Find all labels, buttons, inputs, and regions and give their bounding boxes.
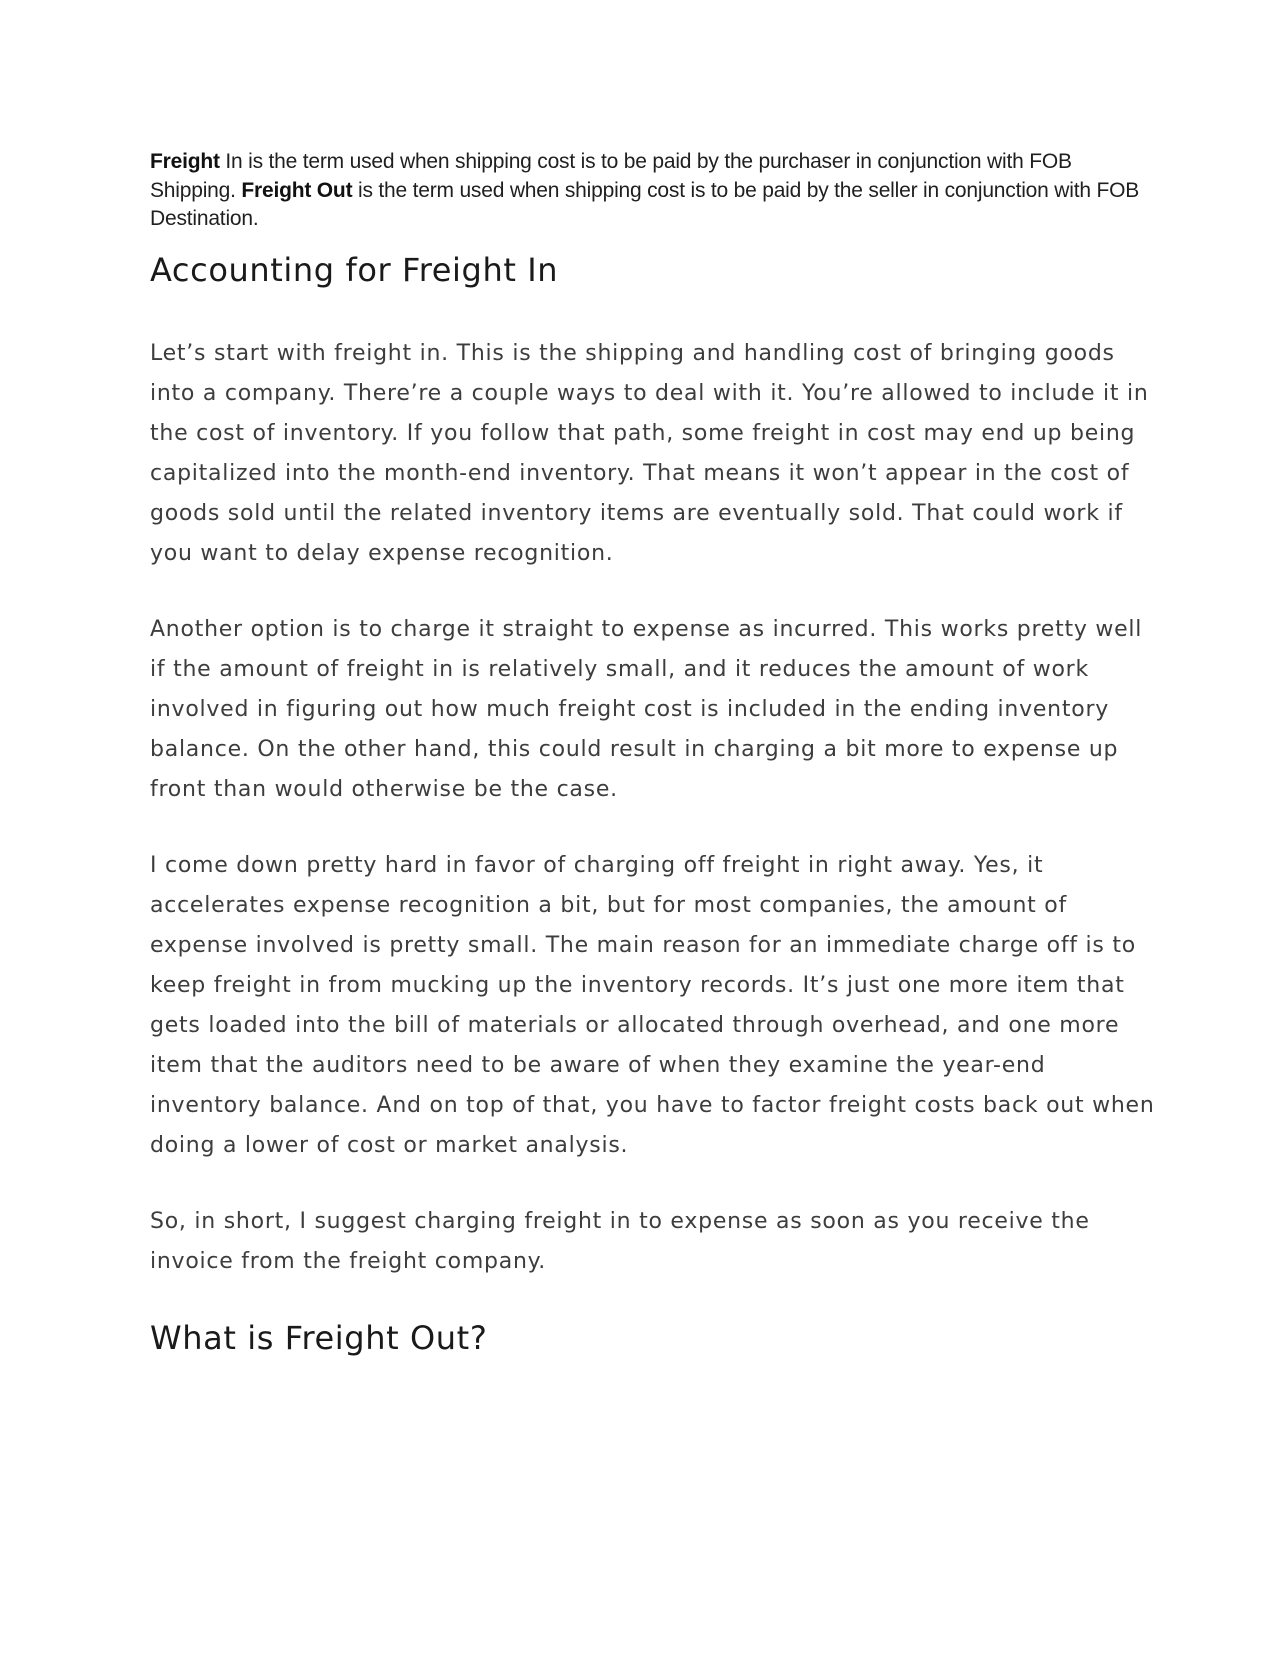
intro-text-2: is the term used when shipping cost is to be paid by the seller in conjunction with FOB Destination. xyxy=(150,178,1140,230)
term-freight-in: Freight xyxy=(150,150,220,173)
paragraph-charge-to-expense: Another option is to charge it straight to expense as incurred. This works pretty well if the amount of freight in is relatively small, and it reduces the amount of work involved in figuring out how much freight cost is included in the ending inventory balance. On the other hand, this could result in charging a bit more to expense up front than would otherwise be the case. xyxy=(150,616,1143,802)
paragraph-recommendation: I come down pretty hard in favor of charging off freight in right away. Yes, it accelerates expense recognition a bit, but for most companies, the amount of expense involved is pretty small. The main reason for an immediate charge off is to keep freight in from mucking up the inventory records. It’s just one more item that gets loaded into the bill of materials or allocated through overhead, and one more item that the auditors need to be aware of when they examine the year-end inventory balance. And on top of that, you have to factor freight costs back out when doing a lower of cost or market analysis. xyxy=(150,852,1155,1158)
heading-what-is-freight-out: What is Freight Out? xyxy=(150,1318,488,1357)
paragraph-freight-in-options: Let’s start with freight in. This is the shipping and handling cost of bringing goods into a company. There’re a couple ways to deal with it. You’re allowed to include it in the cost of inventory. If you follow that path, some freight in cost may end up being capitalized into the month-end inventory. That means it won’t appear in the cost of goods sold until the related inventory items are eventually sold. That could work if you want to delay expense recognition. xyxy=(150,340,1149,566)
document-page xyxy=(150,148,1160,1358)
term-freight-out: Freight Out xyxy=(241,178,353,202)
intro-paragraph xyxy=(150,148,1160,234)
heading-accounting-for-freight-in: Accounting for Freight In xyxy=(150,250,559,289)
intro-text-1: In is the term used when shipping cost is to be paid by the purchaser in conjunction with FOB Shipping. xyxy=(150,150,1072,202)
paragraph-summary: So, in short, I suggest charging freight in to expense as soon as you receive the invoice from the freight company. xyxy=(150,1208,1090,1274)
